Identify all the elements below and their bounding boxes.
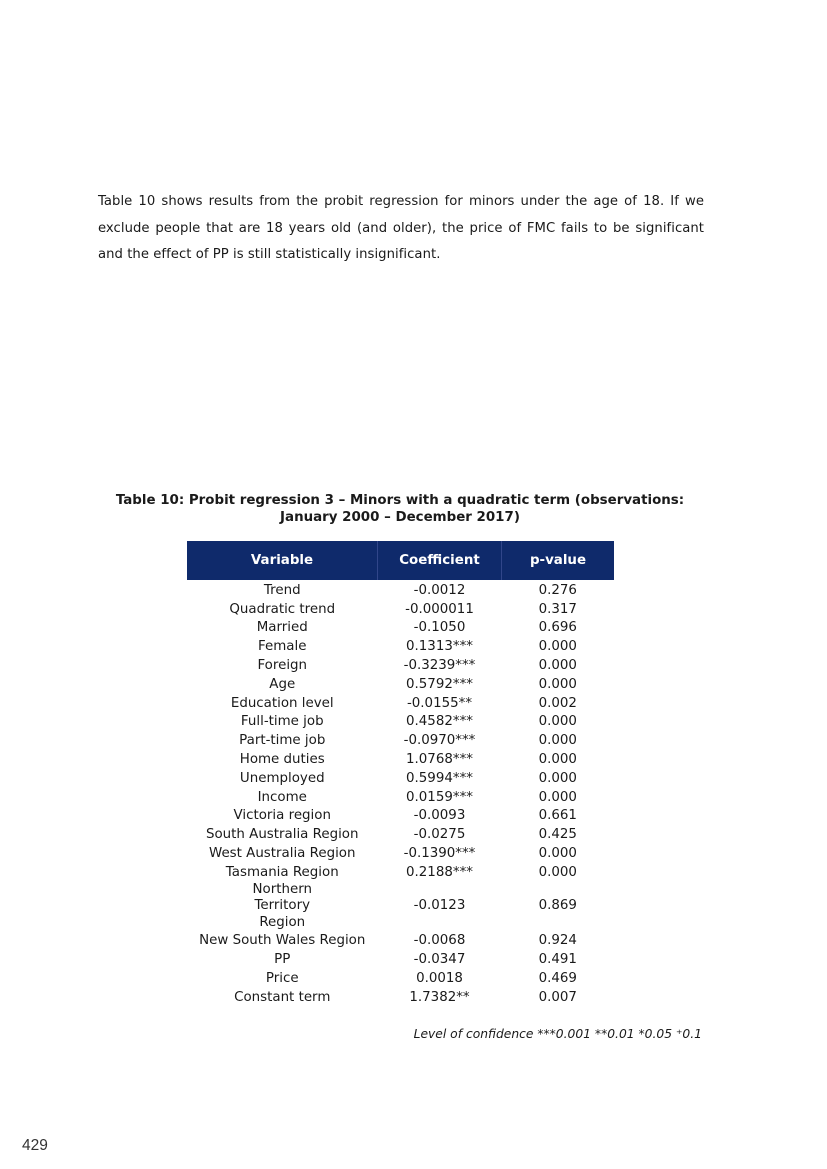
cell-p-value: 0.661 xyxy=(538,808,577,824)
cell-coefficient: 0.1313*** xyxy=(406,639,473,655)
table-row xyxy=(187,988,614,1007)
cell-p-value: 0.469 xyxy=(538,970,577,986)
cell-coefficient: 1.7382** xyxy=(409,989,470,1005)
cell-variable: South Australia Region xyxy=(205,827,359,843)
table-row xyxy=(187,600,614,619)
cell-variable: Part-time job xyxy=(239,733,326,749)
cell-p-value: 0.276 xyxy=(538,582,577,598)
cell-coefficient: -0.0123 xyxy=(413,898,466,914)
cell-variable: Victoria region xyxy=(233,808,331,824)
cell-coefficient: -0.1390*** xyxy=(403,846,476,862)
cell-p-value: 0.000 xyxy=(538,676,577,692)
cell-variable: Quadratic trend xyxy=(229,601,336,617)
page-number: 429 xyxy=(22,1137,48,1154)
cell-p-value: 0.869 xyxy=(538,898,577,914)
cell-p-value: 0.007 xyxy=(538,989,577,1005)
cell-coefficient: 0.0018 xyxy=(416,970,463,986)
confidence-note: Level of confidence ***0.001 **0.01 *0.05 ⁺0.1 xyxy=(413,1027,702,1041)
table-row xyxy=(187,675,614,694)
cell-p-value: 0.317 xyxy=(538,601,577,617)
cell-coefficient: -0.0155** xyxy=(406,695,473,711)
table-row xyxy=(187,844,614,863)
cell-coefficient: -0.0275 xyxy=(413,827,466,843)
cell-variable: Tasmania Region xyxy=(225,864,339,880)
table-row xyxy=(187,731,614,750)
cell-variable: West Australia Region xyxy=(208,846,356,862)
cell-coefficient: 1.0768*** xyxy=(406,752,473,768)
cell-variable: Education level xyxy=(230,695,334,711)
table-row xyxy=(187,825,614,844)
table-row xyxy=(187,619,614,638)
cell-variable: Price xyxy=(265,970,299,986)
table-row xyxy=(187,807,614,826)
cell-p-value: 0.000 xyxy=(538,639,577,655)
table-row xyxy=(187,950,614,969)
header-coefficient: Coefficient xyxy=(378,541,502,580)
cell-coefficient: -0.0970*** xyxy=(403,733,476,749)
cell-variable: Female xyxy=(258,639,307,655)
cell-p-value: 0.000 xyxy=(538,770,577,786)
header-p-value: p-value xyxy=(502,541,615,580)
cell-coefficient: 0.5792*** xyxy=(406,676,473,692)
table-row xyxy=(187,863,614,882)
cell-p-value: 0.000 xyxy=(538,752,577,768)
cell-variable: Trend xyxy=(263,582,301,598)
cell-variable: Age xyxy=(269,676,296,692)
header-variable: Variable xyxy=(187,541,378,580)
table-row xyxy=(187,580,614,600)
cell-p-value: 0.002 xyxy=(538,695,577,711)
cell-p-value: 0.924 xyxy=(538,933,577,949)
cell-variable: Northern Territory Region xyxy=(252,881,312,930)
cell-coefficient: 0.4582*** xyxy=(406,714,473,730)
cell-coefficient: -0.000011 xyxy=(405,601,474,617)
cell-p-value: 0.425 xyxy=(538,827,577,843)
cell-variable: Constant term xyxy=(234,989,331,1005)
cell-variable: Home duties xyxy=(239,752,325,768)
cell-variable: Married xyxy=(256,620,308,636)
regression-table xyxy=(187,541,614,1006)
cell-variable: New South Wales Region xyxy=(199,933,366,949)
table-row xyxy=(187,637,614,656)
cell-p-value: 0.000 xyxy=(538,864,577,880)
cell-p-value: 0.000 xyxy=(538,846,577,862)
table-row xyxy=(187,882,614,932)
cell-coefficient: -0.0347 xyxy=(413,951,466,967)
table-caption: Table 10: Probit regression 3 – Minors with a quadratic term (observations: January 2000 – December 2017) xyxy=(115,493,685,525)
table-row xyxy=(187,694,614,713)
table-row xyxy=(187,931,614,950)
cell-p-value: 0.491 xyxy=(538,951,577,967)
table-row xyxy=(187,969,614,988)
cell-variable: Full-time job xyxy=(240,714,324,730)
table-row xyxy=(187,656,614,675)
cell-variable: Unemployed xyxy=(239,770,325,786)
cell-coefficient: -0.3239*** xyxy=(403,658,476,674)
cell-coefficient: 0.5994*** xyxy=(406,770,473,786)
table-row xyxy=(187,769,614,788)
cell-coefficient: -0.0068 xyxy=(413,933,466,949)
table-row xyxy=(187,788,614,807)
cell-p-value: 0.000 xyxy=(538,714,577,730)
cell-p-value: 0.000 xyxy=(538,789,577,805)
cell-variable: Foreign xyxy=(257,658,308,674)
cell-coefficient: -0.0093 xyxy=(413,808,466,824)
table-row xyxy=(187,750,614,769)
cell-variable: Income xyxy=(257,789,307,805)
cell-coefficient: -0.1050 xyxy=(413,620,466,636)
cell-p-value: 0.000 xyxy=(538,658,577,674)
cell-coefficient: 0.2188*** xyxy=(406,864,473,880)
table-header-row xyxy=(187,541,614,580)
cell-variable: PP xyxy=(274,951,291,967)
cell-p-value: 0.696 xyxy=(538,620,577,636)
table-row xyxy=(187,713,614,732)
table-body xyxy=(187,580,614,1006)
cell-p-value: 0.000 xyxy=(538,733,577,749)
cell-coefficient: -0.0012 xyxy=(413,582,466,598)
cell-coefficient: 0.0159*** xyxy=(406,789,473,805)
body-paragraph: Table 10 shows results from the probit regression for minors under the age of 18. If we exclude people that are 18 years old (and older), the price of FMC fails to be significant and the effect of PP is still statistically insignificant. xyxy=(98,194,704,263)
